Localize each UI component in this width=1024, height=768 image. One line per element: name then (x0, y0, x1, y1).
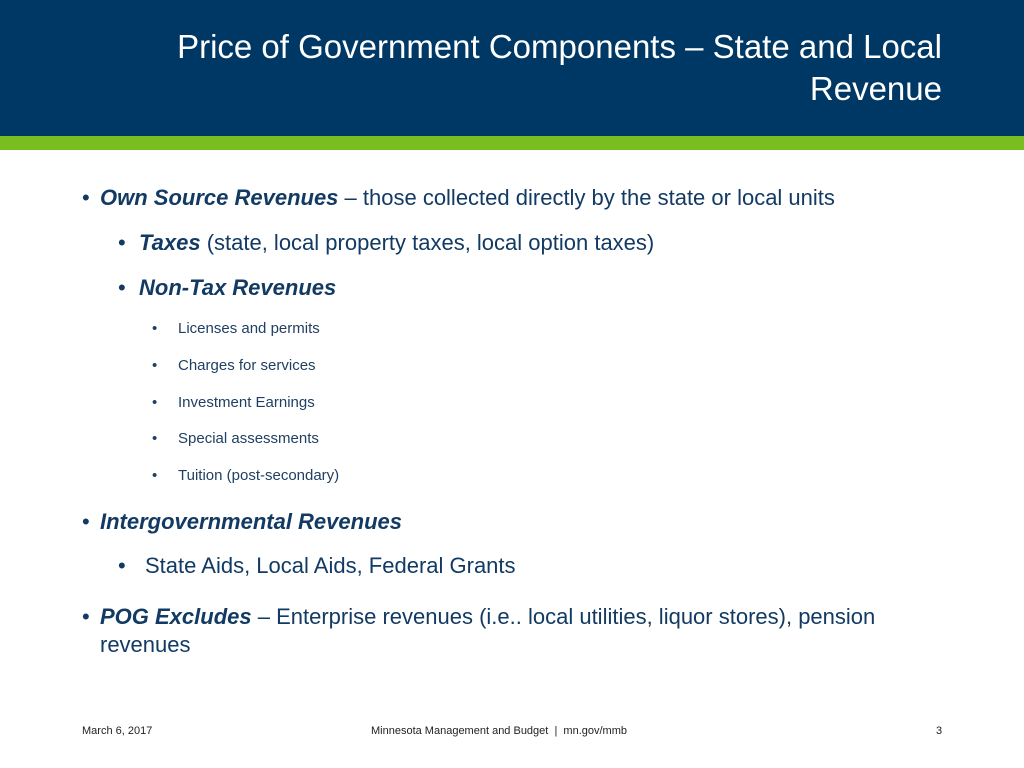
nontax-term: Non-Tax Revenues (139, 275, 337, 300)
bullet-nontax: • (118, 275, 126, 300)
slide-title (82, 26, 942, 110)
own-source-bullet (100, 184, 835, 212)
pog-term: POG Excludes (100, 604, 252, 629)
intergov-item: State Aids, Local Aids, Federal Grants (145, 553, 516, 578)
pog-bullet (100, 603, 875, 631)
taxes-desc: (state, local property taxes, local option taxes) (200, 230, 655, 255)
page-number: 3 (936, 725, 943, 737)
pog-desc-line-2: revenues (100, 632, 191, 657)
bullet-taxes: • (118, 230, 126, 255)
bullet-item: • (152, 357, 158, 374)
bullet-pog: • (82, 604, 90, 629)
taxes-bullet (139, 229, 654, 257)
list-item: Special assessments (178, 430, 319, 447)
bullet-item: • (152, 430, 158, 447)
list-item: Licenses and permits (178, 320, 320, 337)
own-source-term: Own Source Revenues (100, 185, 339, 210)
list-item: Charges for services (178, 357, 316, 374)
nontax-bullet (139, 274, 336, 302)
title-line-1: Price of Government Components – State and Local (177, 28, 942, 65)
accent-stripe (0, 136, 1024, 150)
bullet-own-source: • (82, 185, 90, 210)
bullet-intergov: • (82, 509, 90, 534)
pog-desc: – Enterprise revenues (i.e.. local utilities, liquor stores), pension (251, 604, 876, 629)
taxes-term: Taxes (139, 230, 201, 255)
footer-date: March 6, 2017 (82, 725, 153, 737)
footer-org: Minnesota Management and Budget | mn.gov/mmb (371, 725, 627, 737)
list-item: Investment Earnings (178, 394, 315, 411)
intergov-term: Intergovernmental Revenues (100, 509, 402, 534)
bullet-item: • (152, 320, 158, 337)
bullet-item: • (152, 394, 158, 411)
bullet-intergov-item: • (118, 553, 126, 578)
list-item: Tuition (post-secondary) (178, 467, 340, 484)
intergov-bullet (100, 508, 402, 536)
own-source-desc: – those collected directly by the state or local units (338, 185, 835, 210)
bullet-item: • (152, 467, 158, 484)
title-line-2: Revenue (809, 70, 942, 107)
